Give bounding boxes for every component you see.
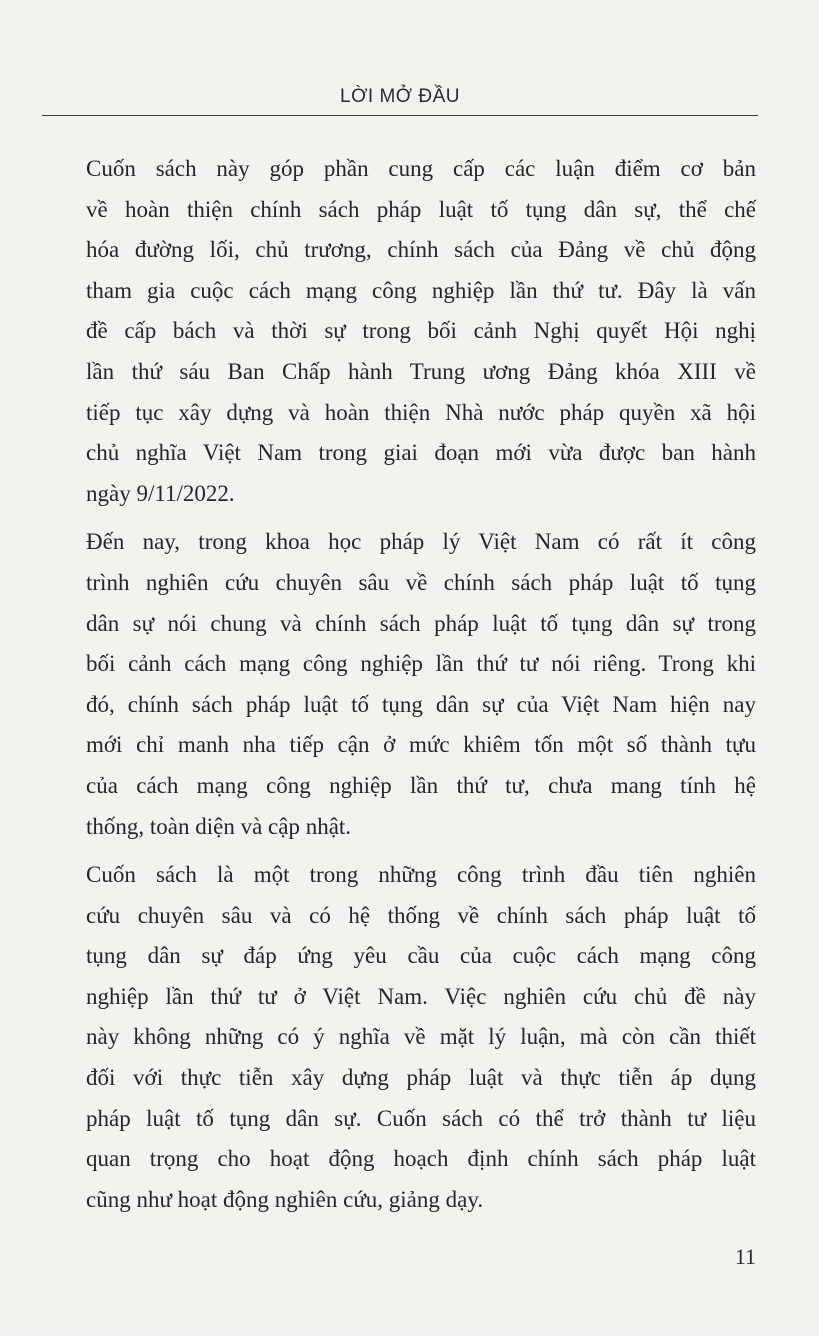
text-line: Cuốn sách là một trong những công trình đầu tiên nghiên (86, 862, 756, 888)
text-line: pháp luật tố tụng dân sự. Cuốn sách có thể trở thành tư liệu (86, 1105, 756, 1131)
paragraph-gap (86, 514, 756, 522)
text-line: của cách mạng công nghiệp lần thứ tư, chưa mang tính hệ (86, 772, 756, 798)
text-line: mới chỉ manh nha tiếp cận ở mức khiêm tốn một số thành tựu (86, 732, 756, 758)
paragraph-gap (86, 847, 756, 855)
text-line: tham gia cuộc cách mạng công nghiệp lần thứ tư. Đây là vấn (86, 277, 756, 303)
text-line: bối cảnh cách mạng công nghiệp lần thứ tư nói riêng. Trong khi (86, 651, 756, 677)
text-line: ngày 9/11/2022. (86, 480, 235, 506)
header-rule (42, 115, 758, 116)
text-line: tiếp tục xây dựng và hoàn thiện Nhà nước pháp quyền xã hội (86, 399, 756, 425)
text-line: tụng dân sự đáp ứng yêu cầu của cuộc cách mạng công (86, 943, 756, 969)
text-line: này không những có ý nghĩa về mặt lý luận, mà còn cần thiết (86, 1024, 756, 1050)
text-line: Cuốn sách này góp phần cung cấp các luận điểm cơ bản (86, 156, 756, 181)
paragraph-3 (86, 855, 756, 1220)
text-line: thống, toàn diện và cập nhật. (86, 813, 352, 839)
paragraph-2 (86, 522, 756, 847)
paragraph-1 (86, 149, 756, 514)
text-line: trình nghiên cứu chuyên sâu về chính sách pháp luật tố tụng (86, 569, 756, 595)
body-text (86, 149, 756, 1220)
page-number: 11 (734, 1244, 756, 1269)
text-line: cũng như hoạt động nghiên cứu, giảng dạy. (86, 1186, 484, 1212)
text-line: dân sự nói chung và chính sách pháp luật tố tụng dân sự trong (86, 610, 756, 636)
text-line: nghiệp lần thứ tư ở Việt Nam. Việc nghiên cứu chủ đề này (86, 983, 756, 1009)
running-header: LỜI MỞ ĐẦU (340, 86, 460, 107)
text-line: đó, chính sách pháp luật tố tụng dân sự của Việt Nam hiện nay (86, 691, 756, 717)
text-line: hóa đường lối, chủ trương, chính sách của Đảng về chủ động (86, 237, 756, 263)
text-line: Đến nay, trong khoa học pháp lý Việt Nam có rất ít công (86, 529, 756, 555)
text-line: đề cấp bách và thời sự trong bối cảnh Nghị quyết Hội nghị (86, 318, 756, 344)
text-line: về hoàn thiện chính sách pháp luật tố tụng dân sự, thể chế (86, 196, 756, 222)
text-line: quan trọng cho hoạt động hoạch định chính sách pháp luật (86, 1146, 756, 1172)
text-line: chủ nghĩa Việt Nam trong giai đoạn mới vừa được ban hành (86, 440, 756, 466)
text-line: lần thứ sáu Ban Chấp hành Trung ương Đảng khóa XIII về (86, 358, 756, 384)
text-line: cứu chuyên sâu và có hệ thống về chính sách pháp luật tố (86, 902, 756, 928)
text-line: đối với thực tiễn xây dựng pháp luật và thực tiễn áp dụng (86, 1065, 756, 1091)
